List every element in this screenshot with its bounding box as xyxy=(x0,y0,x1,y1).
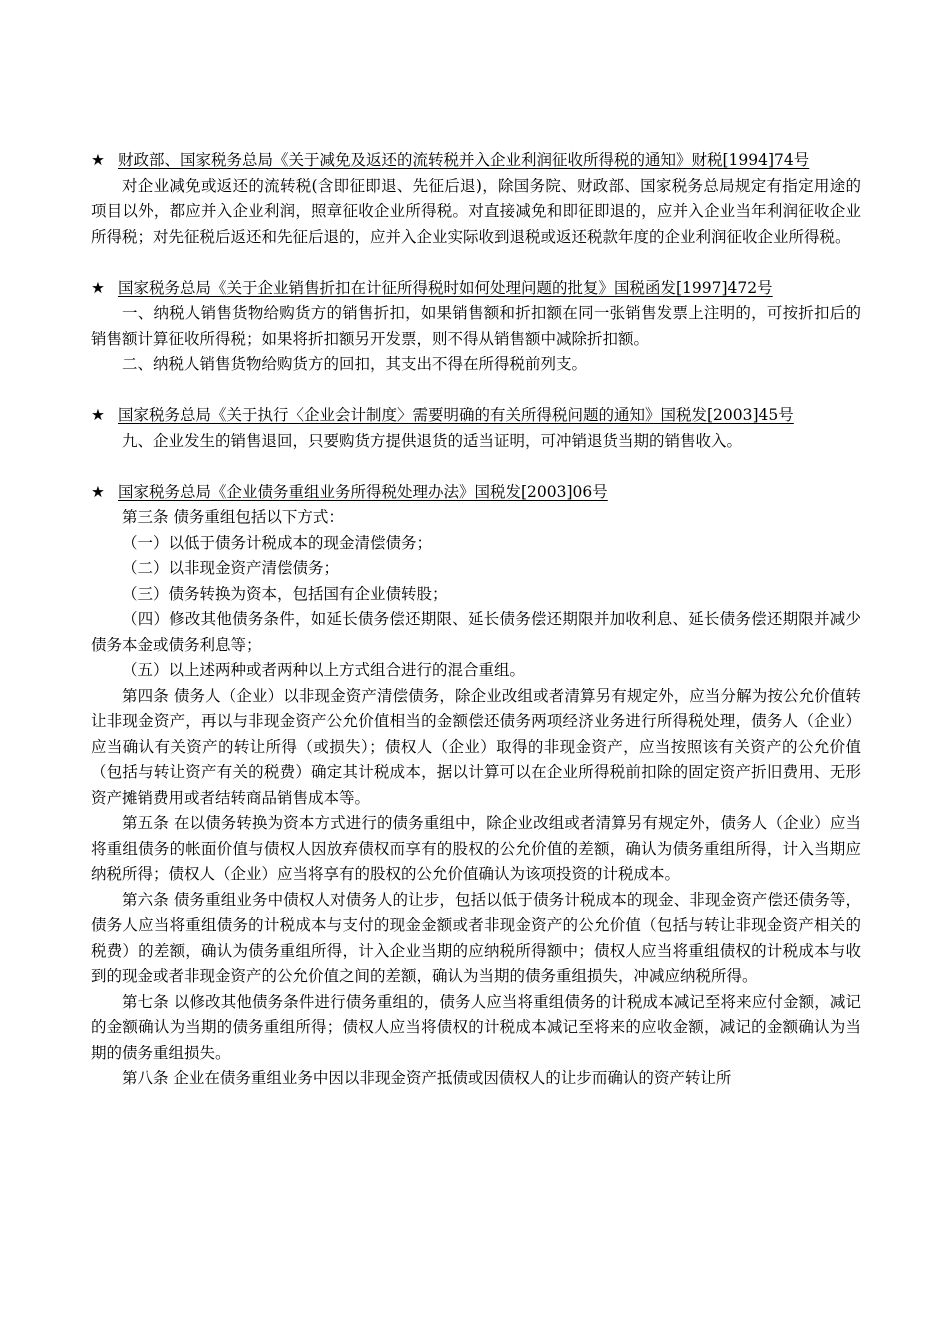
paragraph: 二、纳税人销售货物给购货方的回扣，其支出不得在所得税前列支。 xyxy=(122,355,588,373)
document-page xyxy=(91,148,861,1117)
star-icon: ★ xyxy=(91,406,105,424)
list-item: （一）以低于债务计税成本的现金清偿债务； xyxy=(122,533,433,552)
section-heading xyxy=(91,480,861,506)
paragraph: 九、企业发生的销售退回，只要购货方提供退货的适当证明，可冲销退货当期的销售收入。 xyxy=(122,431,743,450)
section-4 xyxy=(91,480,861,1092)
paragraph: 一、纳税人销售货物给购货方的销售折扣，如果销售额和折扣额在同一张销售发票上注明的，可按折扣后的销售额计算征收所得税；如果将折扣额另开发票，则不得从销售额中减除折扣额。 xyxy=(91,304,861,348)
section-heading-text: 国家税务总局《企业债务重组业务所得税处理办法》国税发[2003]06号 xyxy=(118,482,608,501)
list-item: （二）以非现金资产清偿债务； xyxy=(122,559,340,577)
star-icon: ★ xyxy=(91,482,105,501)
article-paragraph: 第七条 以修改其他债务条件进行债务重组的，债务人应当将重组债务的计税成本减记至将来应付金额，减记的金额确认为当期的债务重组所得；债权人应当将债权的计税成本减记至将来的应收金额，减记的金额确认为当期的债务重组损失。 xyxy=(91,992,861,1062)
list-item: （四）修改其他债务条件，如延长债务偿还期限、延长债务偿还期限并加收利息、延长债务偿还期限并减少债务本金或债务利息等； xyxy=(91,610,861,654)
list-item: （五）以上述两种或者两种以上方式组合进行的混合重组。 xyxy=(122,661,526,679)
article-paragraph: 第三条 债务重组包括以下方式： xyxy=(122,508,344,526)
star-icon: ★ xyxy=(91,151,105,169)
section-heading-text: 财政部、国家税务总局《关于减免及返还的流转税并入企业利润征收所得税的通知》财税[1994]74号 xyxy=(118,151,810,169)
section-heading xyxy=(91,276,861,302)
article-paragraph: 第六条 债务重组业务中债权人对债务人的让步，包括以低于债务计税成本的现金、非现金资产偿还债务等，债务人应当将重组债务的计税成本与支付的现金金额或者非现金资产的公允价值（包括与转让非现金资产相关的税费）的差额，确认为债务重组所得，计入企业当期的应纳税所得额中；债权人应当将重组债权的计税成本与收到的现金或者非现金资产的公允价值之间的差额，确认为当期的债务重组损失，冲减应纳税所得。 xyxy=(91,890,861,985)
paragraph: 对企业减免或返还的流转税(含即征即退、先征后退)，除国务院、财政部、国家税务总局规定有指定用途的项目以外，都应并入企业利润，照章征收企业所得税。对直接减免和即征即退的，应并入企业当年利润征收企业所得税；对先征税后返还和先征后退的，应并入企业实际收到退税或返还税款年度的企业利润征收企业所得税。 xyxy=(91,176,861,246)
article-paragraph: 第八条 企业在债务重组业务中因以非现金资产抵债或因债权人的让步而确认的资产转让所 xyxy=(122,1069,732,1087)
section-heading xyxy=(91,403,861,429)
article-paragraph: 第五条 在以债务转换为资本方式进行的债务重组中，除企业改组或者清算另有规定外，债务人（企业）应当将重组债务的帐面价值与债权人因放弃债权而享有的股权的公允价值的差额，确认为债务重组所得，计入当期应纳税所得；债权人（企业）应当将享有的股权的公允价值确认为该项投资的计税成本。 xyxy=(91,814,861,883)
section-2 xyxy=(91,276,861,378)
section-1 xyxy=(91,148,861,250)
section-heading xyxy=(91,148,861,174)
article-paragraph: 第四条 债务人（企业）以非现金资产清偿债务，除企业改组或者清算另有规定外，应当分解为按公允价值转让非现金资产，再以与非现金资产公允价值相当的金额偿还债务两项经济业务进行所得税处理，债务人（企业）应当确认有关资产的转让所得（或损失）；债权人（企业）取得的非现金资产，应当按照该有关资产的公允价值（包括与转让资产有关的税费）确定其计税成本，据以计算可以在企业所得税前扣除的固定资产折旧费用、无形资产摊销费用或者结转商品销售成本等。 xyxy=(91,686,861,807)
section-heading-text: 国家税务总局《关于执行〈企业会计制度〉需要明确的有关所得税问题的通知》国税发[2003]45号 xyxy=(118,406,794,424)
star-icon: ★ xyxy=(91,278,105,297)
section-3 xyxy=(91,403,861,454)
section-heading-text: 国家税务总局《关于企业销售折扣在计征所得税时如何处理问题的批复》国税函发[1997]472号 xyxy=(118,278,773,297)
list-item: （三）债务转换为资本，包括国有企业债转股； xyxy=(122,584,448,603)
